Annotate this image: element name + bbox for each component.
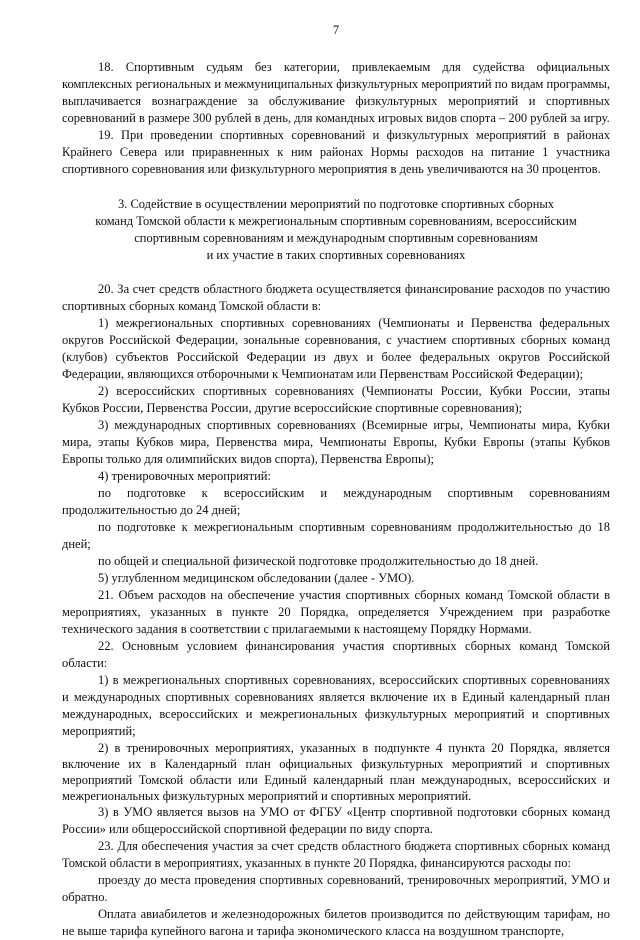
heading-line: команд Томской области к межрегиональным спортивным соревнованиям, всероссийским xyxy=(95,214,577,228)
paragraph-20-item-4-c: по общей и специальной физической подготовке продолжительностью до 18 дней. xyxy=(98,554,539,568)
paragraph-21: 21. Объем расходов на обеспечение участия спортивных сборных команд Томской области в мероприятиях, указанных в пункте 20 Порядка, определяется Учреждением при разработке технического задания в соответствии с прилагаемыми к настоящему Порядку Нормами. xyxy=(62,588,610,636)
paragraph-19: 19. При проведении спортивных соревнований и физкультурных мероприятий в районах Крайнего Севера или приравненных к ним районах Нормы расходов на питание 1 участника спортивного соревнования или физкультурного мероприятия в день увеличиваются на 30 процентов. xyxy=(62,128,610,176)
paragraph-20: 20. За счет средств областного бюджета осуществляется финансирование расходов по участию спортивных сборных команд Томской области в: xyxy=(62,282,610,313)
paragraph-23: 23. Для обеспечения участия за счет средств областного бюджета спортивных сборных команд Томской области в мероприятиях, указанных в пункте 20 Порядка, финансируются расходы по: xyxy=(62,839,610,870)
paragraph-20-item-2: 2) всероссийских спортивных соревнованиях (Чемпионаты России, Кубки России, этапы Кубков России, Первенства России, другие всероссийские спортивные соревнования); xyxy=(62,384,610,415)
paragraph-23-item-a: проезду до места проведения спортивных соревнований, тренировочных мероприятий, УМО и обратно. xyxy=(62,873,610,904)
heading-line: 3. Содействие в осуществлении мероприятий по подготовке спортивных сборных xyxy=(117,197,555,211)
paragraph-22: 22. Основным условием финансирования участия спортивных сборных команд Томской области: xyxy=(62,639,610,670)
paragraph-22-item-2: 2) в тренировочных мероприятиях, указанных в подпункте 4 пункта 20 Порядка, является включение их в Календарный план официальных физкультурных мероприятий и спортивных мероприятий Томской области или Единый календарный план международных, всероссийских и межрегиональных физкультурных мероприятий и спортивных мероприятий. xyxy=(62,741,610,803)
paragraph-20-item-4-a: по подготовке к всероссийским и международным спортивным соревнованиям продолжительностью до 24 дней; xyxy=(62,486,610,517)
paragraph-22-item-1: 1) в межрегиональных спортивных соревнованиях, всероссийских спортивных соревнованиях и международных спортивных соревнованиях является включение их в Единый календарный план международных, всероссийских и межрегиональных физкультурных мероприятий и спортивных мероприятий; xyxy=(62,673,610,738)
page-number: 7 xyxy=(332,23,340,37)
paragraph-18: 18. Спортивным судьям без категории, привлекаемым для судейства официальных комплексных региональных и межмуниципальных физкультурных мероприятий по видам программы, выплачивается вознаграждение за обслуживание физкультурных мероприятий и спортивных соревнований в размере 300 рублей в день, для командных игровых видов спорта – 200 рублей за игру. xyxy=(62,60,610,125)
paragraph-22-item-3: 3) в УМО является вызов на УМО от ФГБУ «Центр спортивной подготовки сборных команд России» или общероссийской спортивной федерации по виду спорта. xyxy=(62,805,610,836)
section-heading xyxy=(62,196,610,264)
paragraph-20-item-4-b: по подготовке к межрегиональным спортивным соревнованиям продолжительностью до 18 дней; xyxy=(62,520,610,551)
paragraph-20-item-5: 5) углубленном медицинском обследовании (далее - УМО). xyxy=(98,571,415,585)
paragraph-20-item-4: 4) тренировочных мероприятий: xyxy=(98,469,271,483)
paragraph-20-item-3: 3) международных спортивных соревнованиях (Всемирные игры, Чемпионаты мира, Кубки мира, этапы Кубков мира, Первенства мира, Чемпионаты Европы, Кубки Европы (этапы Кубков Европы только для олимпийских видов спорта), Первенства Европы); xyxy=(62,418,610,466)
paragraph-23-item-b: Оплата авиабилетов и железнодорожных билетов производится по действующим тарифам, но не выше тарифа купейного вагона и тарифа экономического класса на воздушном транспорте, xyxy=(62,907,610,938)
paragraph-20-item-1: 1) межрегиональных спортивных соревнованиях (Чемпионаты и Первенства федеральных округов Российской Федерации, зональные соревнования, с участием спортивных сборных команд (клубов) субъектов Российской Федерации из двух и более федеральных округов Российской Федерации, являющихся отборочными к Чемпионатам или Первенствам Российской Федерации); xyxy=(62,316,610,381)
heading-line: спортивным соревнованиям и международным спортивным соревнованиям xyxy=(134,231,538,245)
heading-line: и их участие в таких спортивных соревнованиях xyxy=(206,248,466,262)
